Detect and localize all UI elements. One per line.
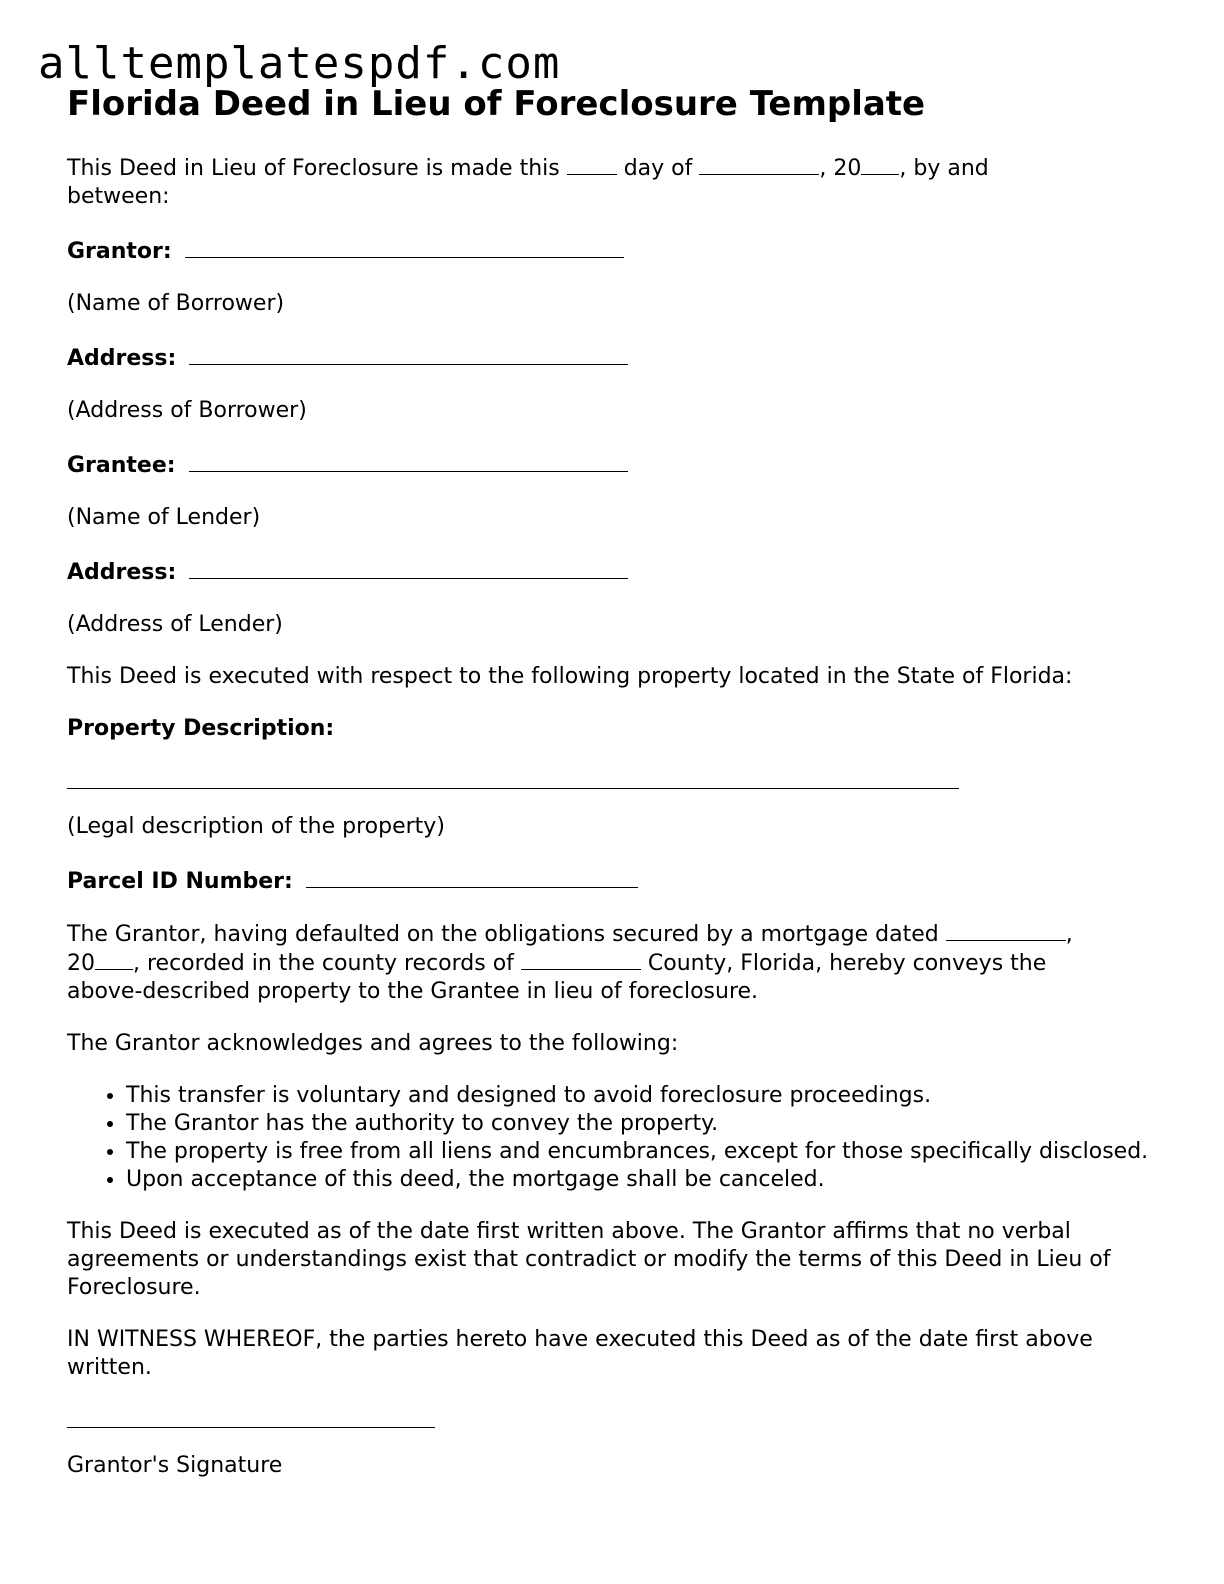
month-blank[interactable] bbox=[699, 154, 819, 175]
signature-label: Grantor's Signature bbox=[67, 1453, 283, 1478]
ack-intro: The Grantor acknowledges and agrees to the following: bbox=[67, 1031, 679, 1056]
list-item: • Upon acceptance of this deed, the mortgage shall be canceled. bbox=[126, 1166, 1177, 1194]
grantee-name-blank[interactable] bbox=[189, 449, 628, 472]
default-text-b: , bbox=[1065, 922, 1073, 947]
grantor-note: (Name of Borrower) bbox=[67, 291, 285, 316]
property-note: (Legal description of the property) bbox=[67, 814, 445, 839]
signature-line[interactable] bbox=[67, 1426, 435, 1428]
default-text-a: The Grantor, having defaulted on the obligations secured by a mortgage dated bbox=[67, 922, 939, 947]
intro-text-4: , by and bbox=[899, 156, 989, 181]
intro-text-3: , 20 bbox=[819, 156, 862, 181]
grantee-note: (Name of Lender) bbox=[67, 505, 261, 530]
intro-text-2: day of bbox=[623, 156, 693, 181]
property-description-blank[interactable] bbox=[67, 787, 959, 789]
grantor-address-note: (Address of Borrower) bbox=[67, 398, 307, 423]
parcel-field bbox=[67, 865, 1177, 896]
list-item: • The Grantor has the authority to convey the property. bbox=[126, 1110, 1177, 1138]
default-paragraph bbox=[67, 920, 1177, 1006]
property-intro: This Deed is executed with respect to the following property located in the State of Florida: bbox=[67, 664, 1073, 689]
document bbox=[67, 84, 1177, 1480]
year-blank[interactable] bbox=[861, 154, 899, 175]
grantor-label: Grantor: bbox=[67, 239, 172, 264]
intro-text-1: This Deed in Lieu of Foreclosure is made this bbox=[67, 156, 560, 181]
grantor-address-blank[interactable] bbox=[189, 342, 628, 365]
parcel-id-blank[interactable] bbox=[306, 865, 638, 888]
default-text-f: above-described property to the Grantee in lieu of foreclosure. bbox=[67, 979, 759, 1004]
grantor-address-field bbox=[67, 342, 1177, 373]
witness-paragraph: IN WITNESS WHEREOF, the parties hereto have executed this Deed as of the date first above written. bbox=[67, 1327, 1093, 1380]
list-item: • The property is free from all liens and encumbrances, except for those specifically disclosed. bbox=[126, 1138, 1177, 1166]
day-blank[interactable] bbox=[567, 154, 617, 175]
grantor-address-label: Address: bbox=[67, 346, 177, 371]
intro-text-5: between: bbox=[67, 184, 170, 209]
grantee-address-label: Address: bbox=[67, 560, 177, 585]
default-text-e: County, Florida, hereby conveys the bbox=[647, 951, 1047, 976]
grantor-name-blank[interactable] bbox=[185, 235, 624, 258]
ack-list bbox=[67, 1082, 1177, 1194]
county-blank[interactable] bbox=[521, 949, 641, 970]
grantee-address-field bbox=[67, 556, 1177, 587]
grantor-field bbox=[67, 235, 1177, 266]
mortgage-year-blank[interactable] bbox=[95, 949, 133, 970]
default-text-c: 20 bbox=[67, 951, 95, 976]
grantee-address-note: (Address of Lender) bbox=[67, 612, 283, 637]
grantee-address-blank[interactable] bbox=[189, 556, 628, 579]
parcel-label: Parcel ID Number: bbox=[67, 869, 293, 894]
property-description-label: Property Description: bbox=[67, 716, 335, 741]
grantee-label: Grantee: bbox=[67, 453, 176, 478]
page-title: Florida Deed in Lieu of Foreclosure Template bbox=[67, 84, 926, 124]
watermark: alltemplatespdf.com bbox=[38, 38, 561, 89]
list-item: • This transfer is voluntary and designed to avoid foreclosure proceedings. bbox=[126, 1082, 1177, 1110]
intro-paragraph bbox=[67, 154, 1177, 211]
default-text-d: , recorded in the county records of bbox=[133, 951, 514, 976]
executed-paragraph: This Deed is executed as of the date first written above. The Grantor affirms that no verbal agreements or understandings exist that contradict or modify the terms of this Deed in Lieu of Foreclosure. bbox=[67, 1219, 1111, 1300]
mortgage-date-blank[interactable] bbox=[946, 920, 1066, 941]
grantee-field bbox=[67, 449, 1177, 480]
